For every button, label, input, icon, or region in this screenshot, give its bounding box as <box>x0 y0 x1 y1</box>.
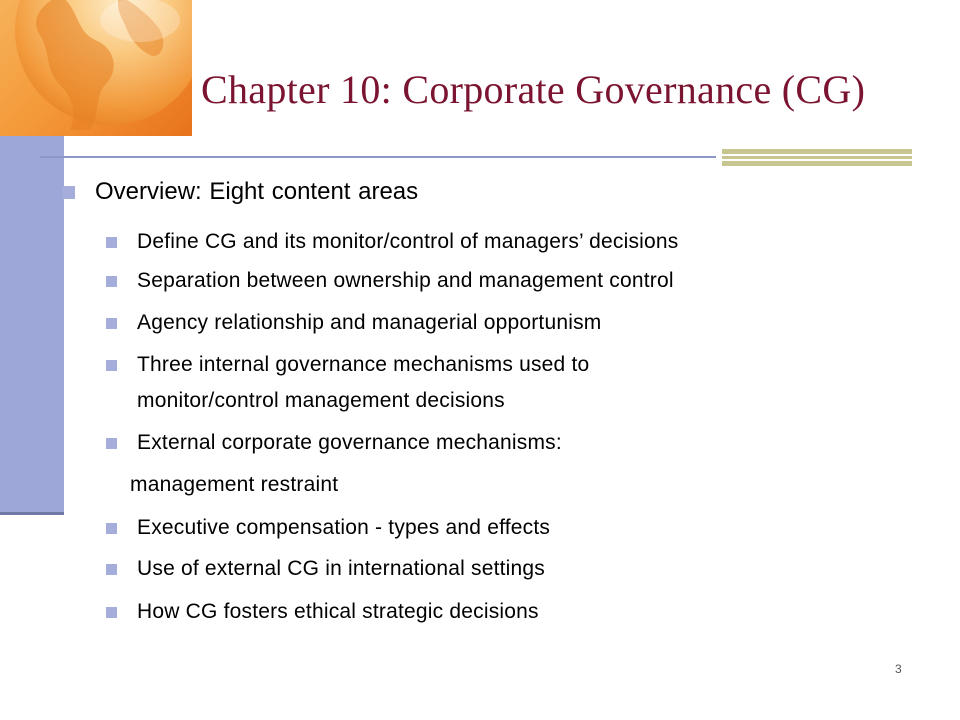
list-item-text: Define CG and its monitor/control of managers’ decisions <box>137 230 679 253</box>
bullet-square-icon <box>106 564 117 575</box>
globe-decoration <box>0 0 192 136</box>
list-item-text: Agency relationship and managerial opportunism <box>137 311 602 334</box>
globe-icon <box>0 0 192 136</box>
bullet-square-icon <box>106 360 117 371</box>
left-accent-bar <box>0 136 64 514</box>
bullet-square-icon <box>62 186 75 199</box>
list-item-text: External corporate governance mechanisms: <box>137 431 562 454</box>
bullet-square-icon <box>106 607 117 618</box>
bullet-square-icon <box>106 276 117 287</box>
list-item-text: Executive compensation - types and effects <box>137 516 551 539</box>
left-accent-bar-shadow <box>0 512 64 515</box>
bullet-square-icon <box>106 438 117 449</box>
list-item-text: Use of external CG in international settings <box>137 557 546 580</box>
overview-heading: Overview: Eight content areas <box>95 178 419 205</box>
bullet-square-icon <box>106 523 117 534</box>
list-item-text: Separation between ownership and management control <box>137 269 674 292</box>
slide-title: Chapter 10: Corporate Governance (CG) <box>201 67 866 112</box>
title-rule <box>40 156 716 158</box>
list-item-text: How CG fosters ethical strategic decisions <box>137 600 539 623</box>
bullet-square-icon <box>106 237 117 248</box>
page-number: 3 <box>895 662 902 676</box>
list-item-continuation: monitor/control management decisions <box>137 389 505 412</box>
title-rule-accent <box>722 149 912 167</box>
list-item-text: Three internal governance mechanisms used to <box>137 353 590 376</box>
list-item-continuation: management restraint <box>130 473 339 496</box>
bullet-square-icon <box>106 318 117 329</box>
